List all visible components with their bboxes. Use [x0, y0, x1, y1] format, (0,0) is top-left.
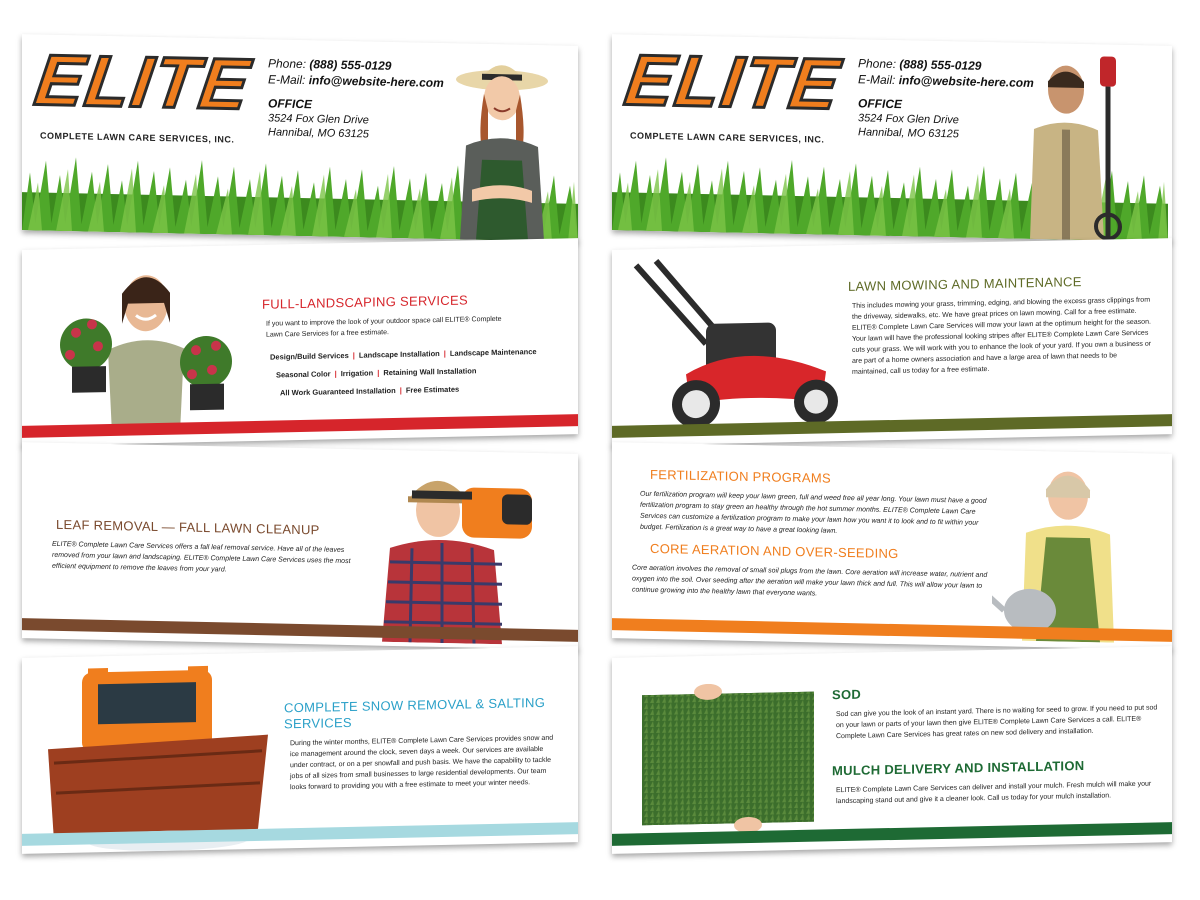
- mowing-panel: [612, 238, 1172, 446]
- landscaping-intro: If you want to improve the look of your outdoor space call ELITE® Complete Lawn Care Services for a free estimate.: [266, 315, 502, 339]
- office-label: OFFICE: [268, 96, 312, 112]
- service-item: Landscape Installation: [358, 349, 440, 360]
- address-line-1: 3524 Fox Glen Drive: [268, 112, 369, 127]
- separator-icon: |: [352, 350, 355, 360]
- fertilization-body: Our fertilization program will keep your lawn green, full and weed free all year long. Your lawn must have a good fertilization program to stay green an healthy through the hot summer months. ELITE® Complete Lawn Care Services can customize a fertilization program to make your lawn how you want it to look and to fit within your budget. Fertilization is a great way to have a great looking lawn.: [640, 490, 987, 535]
- snow-heading-line2: SERVICES: [284, 714, 352, 732]
- gardener-woman-image: [442, 49, 562, 242]
- landscaping-panel: [22, 238, 578, 446]
- service-item: Free Estimates: [405, 384, 460, 395]
- service-item: Irrigation: [340, 368, 374, 379]
- leaf-body: ELITE® Complete Lawn Care Services offers a fall leaf removal service. Have all of the leaves removed from your lawn and landscaping. ELITE® Complete Lawn Care Services uses the most efficient equipment to remove the leaves from your yard.: [52, 540, 351, 574]
- email-address[interactable]: info@website-here.com: [898, 73, 1034, 90]
- office-label: OFFICE: [858, 96, 902, 112]
- elite-logo: ELITE: [620, 40, 846, 125]
- contact-block: [858, 55, 1034, 143]
- service-row: [270, 347, 537, 362]
- mulch-heading: MULCH DELIVERY AND INSTALLATION: [832, 757, 1085, 779]
- separator-icon: |: [334, 369, 337, 379]
- leaf-panel: [22, 442, 578, 650]
- separator-icon: |: [399, 385, 402, 395]
- email-label: E-Mail:: [858, 72, 896, 88]
- separator-icon: |: [377, 368, 380, 378]
- sod-heading: SOD: [832, 686, 862, 703]
- right-header-panel: [612, 34, 1172, 242]
- snow-plow-truck-image: [48, 658, 278, 853]
- snow-heading-line1: COMPLETE SNOW REMOVAL & SALTING: [284, 694, 546, 716]
- mowing-heading: LAWN MOWING AND MAINTENANCE: [848, 274, 1082, 294]
- woman-with-flowers-image: [46, 251, 246, 435]
- address-line-1: 3524 Fox Glen Drive: [858, 112, 959, 127]
- man-with-trimmer-image: [1012, 49, 1132, 242]
- service-item: Landscape Maintenance: [449, 347, 537, 358]
- man-with-chainsaw-image: [352, 451, 552, 645]
- email-line: [858, 71, 1034, 91]
- phone-label: Phone:: [858, 56, 897, 72]
- service-row: [276, 366, 476, 379]
- aeration-body: Core aeration involves the removal of small soil plugs from the lawn. Core aeration will increase water, nutrient and oxygen into the soil. Over seeding after the aeration will make your lawn thick and full. This will allow your lawn to continue growing into the healthy lawn that everyone wants.: [632, 564, 988, 598]
- address-line-2: Hannibal, MO 63125: [858, 126, 959, 141]
- email-label: E-Mail:: [268, 72, 306, 88]
- email-address[interactable]: info@website-here.com: [308, 73, 444, 91]
- separator-icon: |: [443, 348, 446, 358]
- snow-body: During the winter months, ELITE® Complete Lawn Care Services provides snow and ice management around the clock, seven days a week. Our services are available under contract, or on a per snowfall and push basis. We have the capability to tackle jobs of all sizes from small businesses to large residential developments. Our team looks forward to providing you with a free estimate to meet your winter needs.: [290, 734, 554, 792]
- service-item: Seasonal Color: [276, 369, 331, 380]
- landscaping-heading: FULL-LANDSCAPING SERVICES: [262, 292, 468, 312]
- left-header-panel: [22, 34, 578, 242]
- snow-panel: [22, 646, 578, 854]
- right-brochure: [612, 0, 1172, 900]
- left-brochure: [18, 0, 578, 900]
- service-row: [280, 385, 459, 398]
- company-tagline: COMPLETE LAWN CARE SERVICES, INC.: [40, 130, 235, 145]
- service-item: Retaining Wall Installation: [383, 366, 477, 378]
- fertilization-panel: [612, 442, 1172, 650]
- fertilization-heading: FERTILIZATION PROGRAMS: [650, 466, 831, 486]
- phone-number: (888) 555-0129: [899, 57, 982, 73]
- mowing-body: This includes mowing your grass, trimming, edging, and blowing the excess grass clippings from the driveway, sidewalks, etc. We have great prices on lawn mowing. Call for a free estimate. ELITE® Complete Lawn Care Services will mow your lawn at the optimum height for the season. Your lawn will have the professional looking stripes after ELITE® Complete Lawn Care Services cuts your grass. We will work with you to enhance the look of your yard. If you own a business or are part of a home owners association and have a large area of lawn that needs to be maintained, call us today for a free estimate.: [852, 296, 1152, 376]
- leaf-heading: LEAF REMOVAL — FALL LAWN CLEANUP: [56, 516, 320, 538]
- company-tagline: COMPLETE LAWN CARE SERVICES, INC.: [630, 130, 825, 145]
- phone-label: Phone:: [268, 56, 307, 72]
- address-line-2: Hannibal, MO 63125: [268, 126, 369, 141]
- sod-body: Sod can give you the look of an instant yard. There is no waiting for seed to grow. If you need to put sod on your lawn or parts of your lawn then give ELITE® Complete Lawn Care Services a call. ELITE® Complete Lawn Care Services has great rates on new sod delivery and installation.: [836, 704, 1158, 741]
- woman-with-watering-can-image: [992, 460, 1142, 643]
- phone-number: (888) 555-0129: [309, 57, 392, 73]
- aeration-heading: CORE AERATION AND OVER-SEEDING: [650, 540, 899, 562]
- mulch-body: ELITE® Complete Lawn Care Services can deliver and install your mulch. Fresh mulch will make your landscaping stand out and give it a cleaner look. Call us today for your mulch installation.: [836, 780, 1152, 806]
- service-item: Design/Build Services: [270, 350, 349, 362]
- sod-square-image: [638, 682, 818, 836]
- elite-logo: ELITE: [30, 40, 256, 125]
- sod-panel: [612, 646, 1172, 854]
- email-line: [268, 71, 444, 91]
- lawn-mower-image: [626, 251, 846, 436]
- contact-block: [268, 55, 444, 143]
- service-item: All Work Guaranteed Installation: [280, 385, 396, 398]
